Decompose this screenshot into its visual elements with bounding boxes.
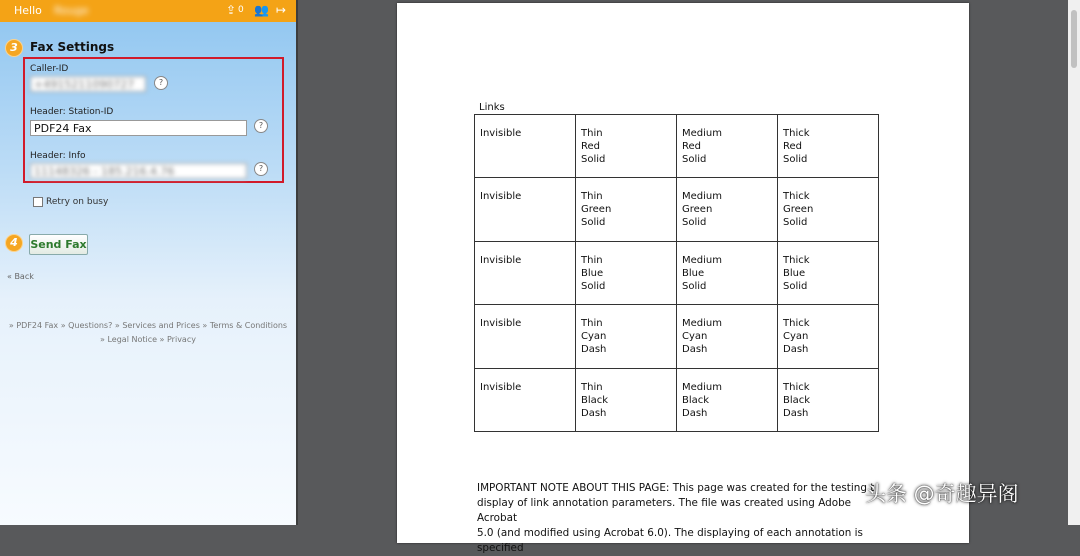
help-icon[interactable]: ? — [154, 76, 168, 90]
note-line: display of link annotation parameters. The file was created using Adobe Acrobat — [477, 497, 852, 524]
user-name: Rouge — [54, 4, 89, 17]
fax-panel — [0, 0, 296, 525]
important-note — [477, 481, 877, 556]
table-cell: Thick Green Solid — [778, 178, 879, 241]
step-4-badge: 4 — [6, 235, 22, 251]
share-count: 0 — [238, 5, 244, 15]
greeting-text: Hello — [14, 4, 42, 17]
table-row — [475, 115, 879, 178]
table-cell: Thick Cyan Dash — [778, 305, 879, 368]
station-id-input[interactable] — [30, 120, 247, 136]
footer-links-line1[interactable]: » PDF24 Fax » Questions? » Services and Prices » Terms & Conditions — [8, 321, 288, 330]
share-icon[interactable]: ⇪ — [226, 3, 237, 17]
back-link[interactable]: « Back — [7, 272, 34, 281]
table-row — [475, 241, 879, 304]
table-cell: Invisible — [475, 305, 576, 368]
header-info-label: Header: Info — [30, 151, 86, 161]
links-table — [474, 114, 879, 432]
watermark: 头条 @奇趣异阁 — [865, 482, 1019, 506]
viewer-divider — [296, 0, 298, 525]
table-cell: Medium Green Solid — [677, 178, 778, 241]
table-cell: Invisible — [475, 241, 576, 304]
caller-id-label: Caller-ID — [30, 64, 69, 74]
table-cell: Thin Green Solid — [576, 178, 677, 241]
retry-checkbox[interactable] — [33, 197, 43, 207]
table-cell: Invisible — [475, 178, 576, 241]
step-3-badge: 3 — [6, 40, 22, 56]
table-cell: Thick Black Dash — [778, 368, 879, 431]
table-cell: Thick Red Solid — [778, 115, 879, 178]
caller-id-select[interactable] — [30, 76, 146, 92]
scrollbar-track[interactable] — [1068, 0, 1080, 525]
footer-links-line2[interactable]: » Legal Notice » Privacy — [100, 335, 196, 344]
table-cell: Thin Red Solid — [576, 115, 677, 178]
top-bar — [0, 0, 296, 22]
table-cell: Medium Cyan Dash — [677, 305, 778, 368]
scrollbar-thumb[interactable] — [1071, 10, 1077, 68]
help-icon[interactable]: ? — [254, 119, 268, 133]
fax-settings-title: Fax Settings — [30, 40, 115, 54]
table-cell: Thin Black Dash — [576, 368, 677, 431]
table-row — [475, 305, 879, 368]
table-cell: Medium Blue Solid — [677, 241, 778, 304]
table-cell: Thin Blue Solid — [576, 241, 677, 304]
table-cell: Medium Black Dash — [677, 368, 778, 431]
table-row — [475, 368, 879, 431]
logout-icon[interactable]: ↦ — [276, 3, 287, 17]
table-row — [475, 178, 879, 241]
table-cell: Invisible — [475, 368, 576, 431]
table-caption: Links — [479, 102, 505, 113]
retry-label: Retry on busy — [46, 197, 109, 207]
help-icon[interactable]: ? — [254, 162, 268, 176]
note-line: IMPORTANT NOTE ABOUT THIS PAGE: This page was created for the testing t — [477, 482, 875, 494]
station-id-label: Header: Station-ID — [30, 107, 114, 117]
table-cell: Invisible — [475, 115, 576, 178]
table-cell: Thin Cyan Dash — [576, 305, 677, 368]
table-cell: Medium Red Solid — [677, 115, 778, 178]
table-cell: Thick Blue Solid — [778, 241, 879, 304]
users-icon[interactable]: 👥 — [254, 3, 269, 17]
send-fax-button[interactable]: Send Fax — [29, 234, 88, 255]
note-line: 5.0 (and modified using Acrobat 6.0). The displaying of each annotation is specified — [477, 527, 863, 554]
header-info-input[interactable] — [30, 163, 247, 179]
